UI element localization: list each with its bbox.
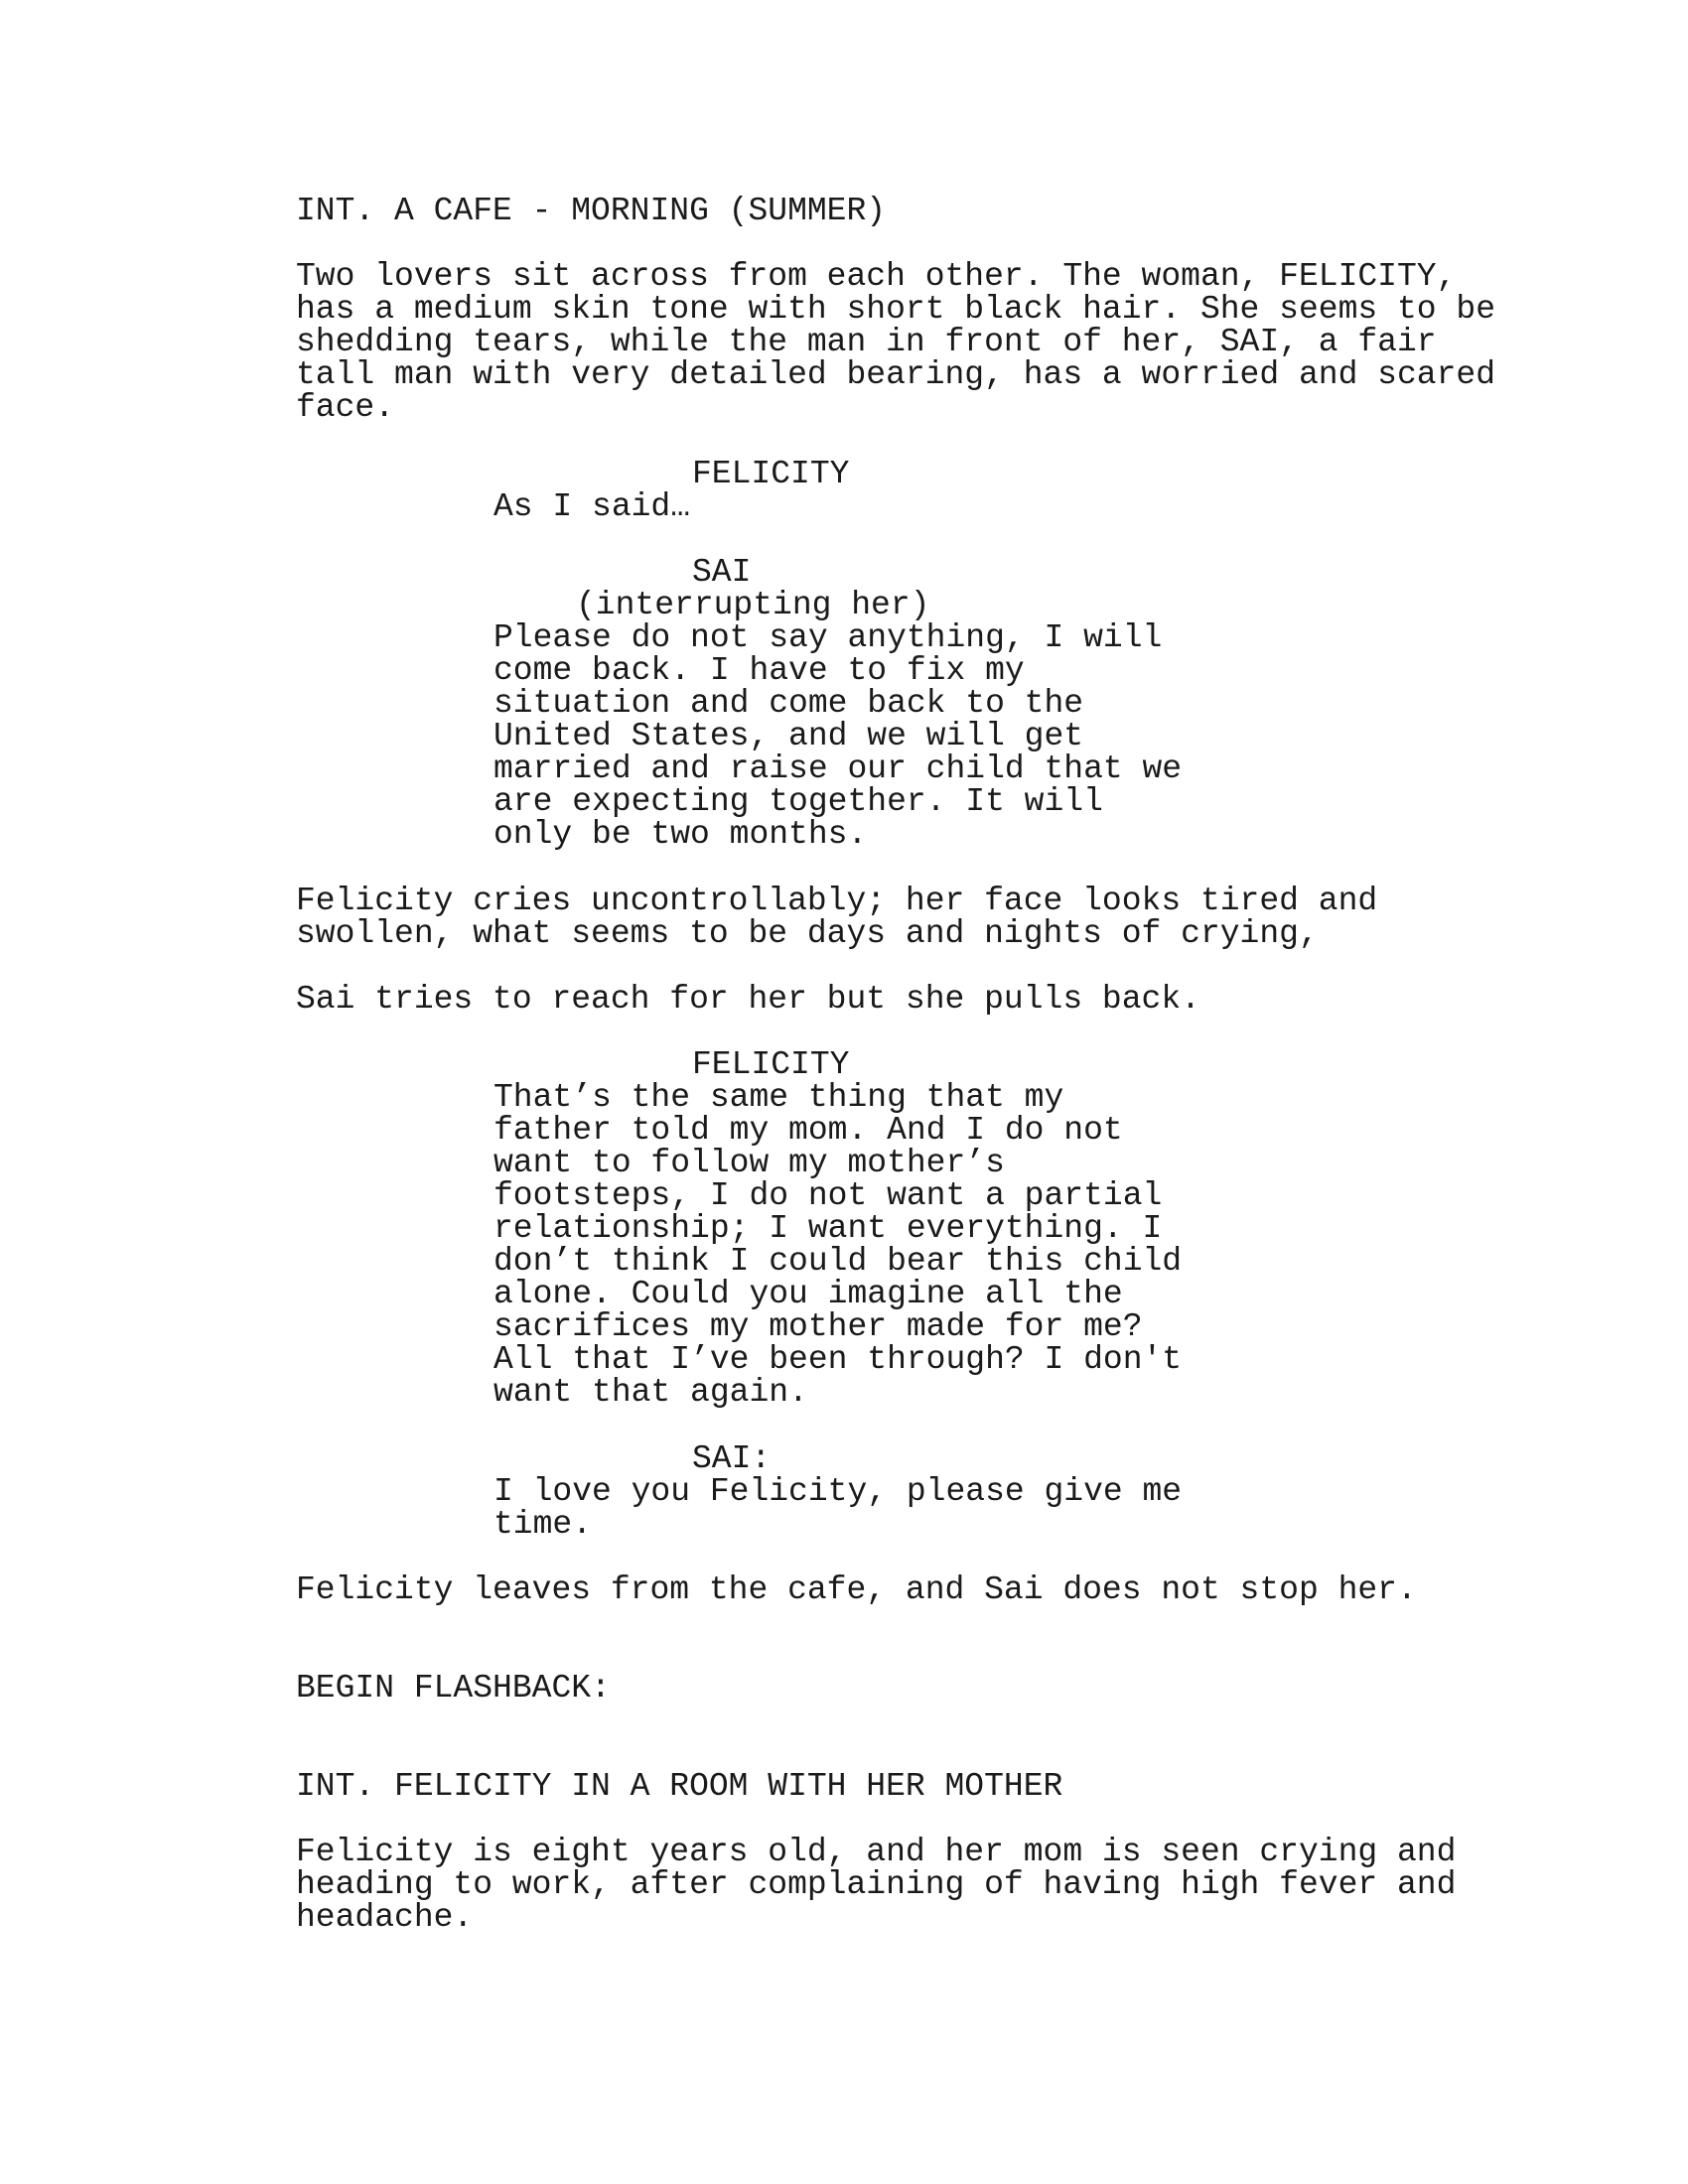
transition: BEGIN FLASHBACK: xyxy=(296,1670,611,1706)
character-name: FELICITY xyxy=(692,456,850,492)
character-name: SAI xyxy=(692,554,752,591)
dialogue-line: I love you Felicity, please give me time. xyxy=(493,1473,1183,1543)
action-paragraph: Two lovers sit across from each other. The woman, FELICITY, has a medium skin tone with short black hair. She seems to be shedding tears, while the man in front of her, SAI, a fair tall man with very detailed bearing, has a worried and scared face. xyxy=(296,258,1495,426)
dialogue-line: That’s the same thing that my father told my mom. And I do not want to follow my mother’s footsteps, I do not want a partial relationship; I want everything. I don’t think I could bear this child alone. Could you imagine all the sacrifices my mother made for me? All that I’ve been through? I don't want that again. xyxy=(493,1079,1183,1411)
dialogue-line: As I said… xyxy=(493,488,691,525)
character-name: SAI: xyxy=(692,1440,772,1477)
dialogue-line: Please do not say anything, I will come back. I have to fix my situation and come back to the United States, and we will get married and raise our child that we are expecting together. It will only be two months. xyxy=(493,619,1183,853)
action-paragraph: Felicity leaves from the cafe, and Sai does not stop her. xyxy=(296,1571,1417,1608)
action-paragraph: Sai tries to reach for her but she pulls back. xyxy=(296,981,1200,1018)
character-name: FELICITY xyxy=(692,1046,850,1083)
parenthetical: (interrupting her) xyxy=(576,587,930,623)
action-paragraph: Felicity is eight years old, and her mom is seen crying and heading to work, after complaining of having high fever and headache. xyxy=(296,1834,1457,1936)
action-paragraph: Felicity cries uncontrollably; her face looks tired and swollen, what seems to be days and nights of crying, xyxy=(296,883,1378,952)
scene-heading: INT. A CAFE - MORNING (SUMMER) xyxy=(296,193,887,229)
scene-heading: INT. FELICITY IN A ROOM WITH HER MOTHER xyxy=(296,1768,1063,1805)
